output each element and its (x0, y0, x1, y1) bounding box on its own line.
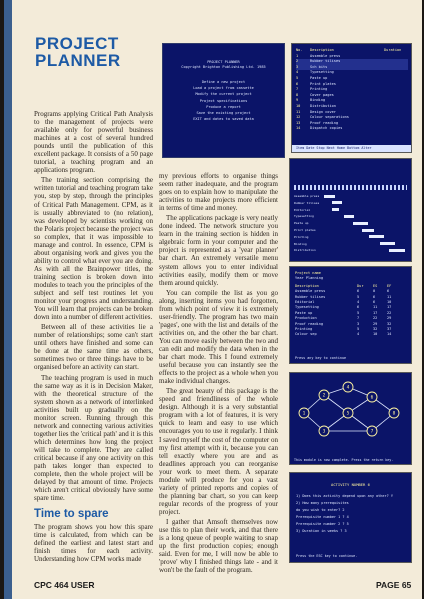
list-row-description: Paste up (310, 75, 328, 80)
bar-label: Paste up (294, 221, 309, 226)
table-footer: Press any key to continue (295, 356, 347, 360)
table-cell: 32 (387, 321, 392, 326)
menu-item: Load a project from cassette (193, 86, 254, 91)
bar-label: Distribution (294, 248, 316, 253)
list-row-number: 10 (296, 103, 301, 108)
table-cell: 0 (373, 289, 376, 294)
menu-item: Project specifications (199, 98, 248, 103)
network-node-label: 2 (322, 393, 326, 399)
activity-line: do you wish to enter? 2 (296, 508, 345, 512)
table-subtitle: Year Planning (295, 276, 324, 281)
list-screenshot (291, 43, 412, 153)
network-screenshot (289, 372, 412, 465)
network-caption: This module is now complete. Press the return key. (294, 458, 394, 462)
planner-bar (380, 242, 395, 245)
table-cell: 6 (373, 300, 376, 305)
network-node-label: 3 (322, 429, 326, 435)
left-paragraphs-2 (34, 523, 153, 563)
body-paragraph: I gather that Amsoft themselves now use this to plan their work, and that there is a long queue of people waiting to snap up the first production copies; enough said. Even for me, I will now be able to 'prove' why I finished things late - and it won't be the fault of the program. (159, 517, 278, 575)
activity-screenshot (289, 472, 412, 563)
body-paragraph: The program shows you how this spare time is calculated, from which can be defined the earliest and latest start and finish times for each activity. Understanding how CPM works made (34, 523, 153, 564)
menu-item: Define a new project (201, 80, 246, 84)
subheading: Time to spare (34, 508, 109, 521)
list-row-description: Colour separations (310, 115, 349, 120)
table-row (295, 332, 407, 337)
table-cell: 7 (357, 316, 360, 321)
page-edge-strip (4, 0, 12, 599)
list-row-number: 1 (296, 53, 299, 58)
table-rows (295, 289, 407, 338)
list-row-description: Sch bits (310, 64, 328, 69)
table-cell: 17 (387, 305, 392, 310)
table-cell: Editorial (295, 300, 315, 305)
network-node-label: 1 (302, 411, 306, 417)
table-cell: Colour sep (295, 332, 317, 337)
table-cell: 4 (357, 300, 360, 305)
list-row-number: 8 (296, 92, 299, 97)
table-cell: 37 (387, 327, 392, 332)
list-row-number: 11 (296, 109, 301, 114)
body-paragraph: The applications package is very neatly done indeed. The network structure you learn in the training section is hidden in algebraic form in your computer and the project is represented as a 'year planner' bar chart. An extremely versatile menu system allows you to enter individual activities easily, modify them or move them around quickly. (159, 214, 278, 287)
table-cell: 5 (357, 327, 360, 332)
list-row-description: Design cover (310, 109, 336, 114)
activity-line: Prerequisite number 2 ? 5 (296, 522, 349, 526)
table-col-header: Description (295, 283, 319, 288)
list-row-number: 12 (296, 115, 301, 120)
bar-label: Typesetting (294, 214, 314, 219)
activity-footer: Press the ESC key to continue. (296, 554, 358, 558)
table-col-header: EF (387, 283, 392, 288)
table-cell: 14 (387, 332, 392, 337)
list-row-number: 9 (296, 98, 299, 103)
list-row-description: Print plates (310, 81, 336, 86)
bar-label: Rubber tilises (294, 200, 320, 205)
network-node-label: 4 (346, 385, 350, 391)
list-row-number: 5 (296, 75, 299, 80)
planner-bar (362, 229, 374, 232)
table-cell: Paste up (295, 310, 313, 315)
article-title: PROJECT PLANNER (35, 34, 121, 70)
table-cell: 29 (373, 321, 378, 326)
menu-item: Modify the current project (195, 92, 252, 97)
table-cell: 17 (373, 310, 378, 315)
activity-line: 3) Duration in weeks ? 3 (296, 529, 347, 533)
bar-area (294, 194, 407, 256)
planner-bar (324, 195, 335, 198)
table-cell: 11 (387, 294, 392, 299)
table-col-header: Dur (357, 283, 364, 288)
list-row-number: 6 (296, 81, 299, 86)
bar-label: Printing (294, 234, 309, 239)
list-row-description: Proof reading (310, 120, 339, 125)
body-paragraph: The great beauty of this package is the speed and friendliness of the whole design. Although it is a very substantial program with a lot of features, it is very quick to learn and easy to use which encourages you to use it regularly. I think I saved myself the cost of the computer on my first attempt with it, because you can tell exactly where you are and as deadlines approach you can reorganise your work to meet them. A separate module will produce for you a vast variety of printed reports and copies of the planning bar chart, so you can keep regular records of the progress of your project. (159, 387, 278, 516)
bar-label: Editorial (294, 207, 311, 212)
table-col-header: ES (373, 283, 378, 288)
list-status-bar: Item Date Stop Next Home Bottom Alter (292, 145, 411, 152)
table-cell: 11 (373, 305, 378, 310)
footer-right: PAGE 65 (376, 580, 412, 590)
planner-bar (332, 201, 343, 204)
planner-bar (353, 222, 368, 225)
planner-bar (332, 208, 340, 211)
list-row-number: 2 (296, 59, 299, 64)
list-row-description: Rubber tilises (310, 59, 341, 64)
menu-copyright: Copyright Brighton Publishing Ltd. 1985 (181, 65, 266, 69)
activity-line: Prerequisite number 1 ? 4 (296, 515, 349, 519)
left-column (34, 110, 153, 565)
menu-items (163, 79, 284, 122)
list-row-description: Cover pages (310, 92, 334, 97)
menu-screenshot (162, 43, 285, 158)
table-cell: 5 (357, 294, 360, 299)
activity-line: 1) Does this activity depend upon any other? Y (296, 494, 393, 498)
table-cell: 5 (357, 310, 360, 315)
table-screenshot (289, 266, 412, 364)
body-paragraph: Programs applying Critical Path Analysis to the management of projects were available only for powerful business machines at a cost of several hundred pounds until the publication of this excellent package. It consists of a 50 page tutorial, a teaching program and an applications program. (34, 110, 153, 175)
magazine-page (4, 0, 422, 599)
table-cell: 4 (357, 332, 360, 337)
network-node-label: 6 (370, 395, 374, 401)
body-paragraph: The teaching program is used in much the same way as it is in Decision Maker, with the theoretical structure of the system shown as a network of interlinked activities built up gradually on the monitor screen. Running through this network and connecting various activities together lies the 'critical path' and it is this which determines how long the project will take to complete. They are called critical because if any one activity on this path takes longer than expected to complete, then the whole project will be delayed by that amount of time. Projects which aren't critical obviously have some spare time. (34, 373, 153, 503)
list-row-number: 4 (296, 70, 299, 75)
body-paragraph: The training section comprising the written tutorial and teaching program take you, step by step, through the principles of Critical Path Management. CPM, as it is usually abbreviated to (no relation), was developed by scientists working on the Polaris project because the project was so complex, that it was impossible to manage and control. In essence, CPM is about organising work and gives you the ability to control what ever you are doing. As with all the Brainpower titles, the training section is broken down into modules to teach you the principles of the subject and self test routines let you monitor your progress and understanding. You will learn that projects can be broken down into a number of different activities. (34, 176, 153, 322)
list-row-description: Printing (310, 87, 328, 92)
table-cell: 6 (357, 305, 360, 310)
list-header-row: No. Description Duration (296, 48, 402, 52)
activity-lines (290, 487, 411, 535)
menu-header: PROJECT PLANNER (207, 60, 240, 64)
table-cell: 29 (387, 316, 392, 321)
list-row-number: 3 (296, 64, 299, 69)
list-row-description: Typesetting (310, 70, 334, 75)
body-paragraph: Between all of these activities lie a number of relationships; some can't start until others have finished and some can be done at the same time as others, sometimes two or three things have to be organised before an activity can start. (34, 323, 153, 372)
table-cell: 6 (387, 289, 390, 294)
table-title: Project name (295, 271, 321, 275)
table-cell: 10 (373, 332, 378, 337)
table-cell: Assemble press (295, 289, 326, 294)
menu-item: EXIT and dates to saved data (193, 117, 254, 122)
network-node-label: 7 (370, 429, 374, 435)
list-row-description: Assemble press (310, 53, 341, 58)
table-cell: Typesetting (295, 305, 319, 310)
list-row-number: 13 (296, 120, 301, 125)
bar-label: Binding (294, 241, 307, 246)
table-cell: 3 (357, 321, 360, 326)
table-cell: Rubber tilises (295, 294, 326, 299)
table-cell: Printing (295, 327, 313, 332)
menu-item: Produce a report (206, 104, 241, 109)
body-paragraph: You can compile the list as you go along, inserting items you had forgotten, from which point of view it is extremely user-friendly. The program has two main 'pages', one with the list and details of the activities on, and the other the bar chart. You can move easily between the two and can edit and modify the data when in the bar chart mode. This I found extremely useful because you can instantly see the effects to the project as a whole when you make individual changes. (159, 288, 278, 386)
table-cell: 22 (373, 316, 378, 321)
activity-title-row: ACTIVITY NUMBER 6 (331, 482, 370, 487)
network-node-label: 8 (392, 411, 396, 417)
planner-top-band (294, 185, 407, 190)
list-row-description: Distribution (310, 103, 336, 108)
bar-chart-screenshot (289, 158, 412, 262)
bar-label: Assemble press (294, 194, 320, 198)
network-diagram (290, 373, 411, 453)
table-cell: 6 (357, 289, 360, 294)
footer-left: CPC 464 USER (34, 580, 95, 590)
middle-column (159, 172, 278, 576)
table-cell: Proof reading (295, 321, 324, 326)
bar-label: Print plates (294, 228, 316, 232)
body-paragraph: my previous efforts to organise things seem rather inadequate, and the program goes on to explain how to manipulate the activities to make projects more efficient in terms of time and money. (159, 172, 278, 213)
table-cell: 22 (387, 310, 392, 315)
left-paragraphs (34, 110, 153, 502)
activity-line: 2) How many prerequisites (296, 501, 349, 505)
list-row (296, 126, 408, 132)
middle-paragraphs (159, 172, 278, 574)
list-row-description: Binding (310, 98, 326, 103)
table-cell: 6 (373, 294, 376, 299)
planner-bar (344, 215, 355, 218)
list-row-number: 7 (296, 87, 299, 92)
table-cell: 32 (373, 327, 378, 332)
menu-item: Save the existing project (196, 111, 251, 116)
table-cell: 10 (387, 300, 392, 305)
network-node-label: 5 (346, 411, 350, 417)
list-row-number: 14 (296, 126, 301, 131)
list-row-description: Dispatch copies (310, 126, 343, 131)
list-rows (296, 54, 408, 132)
table-cell: Production (295, 316, 317, 321)
planner-bar (369, 235, 384, 238)
planner-bar (389, 249, 406, 252)
